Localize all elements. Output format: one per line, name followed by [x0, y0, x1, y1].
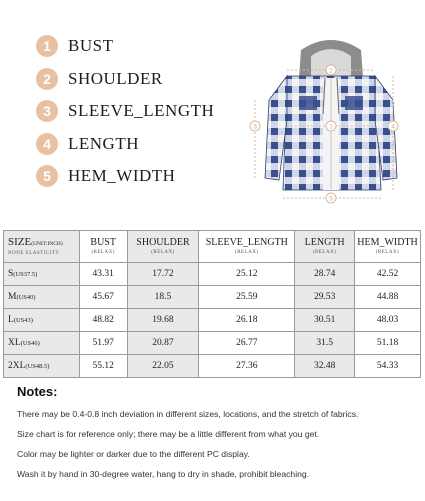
legend-label: LENGTH [68, 133, 139, 153]
size-us: (US37.5) [13, 271, 38, 278]
header-label: LENGTH [304, 236, 345, 248]
legend-item-sleeve-length [36, 95, 236, 128]
legend-label: BUST [68, 36, 114, 56]
size-chart-table [3, 230, 421, 378]
length-cell: 31.5 [295, 332, 355, 355]
header-label: HEM_WIDTH [357, 236, 418, 248]
shoulder-cell: 20.87 [127, 332, 199, 355]
header-shoulder [127, 231, 199, 263]
sleeve-length-cell: 26.18 [199, 309, 295, 332]
shoulder-cell: 19.68 [127, 309, 199, 332]
header-label: SLEEVE_LENGTH [205, 236, 288, 248]
table-row [4, 355, 421, 378]
size-value: S [8, 269, 14, 279]
header-size-unit: (UNIT:INCH) [31, 241, 63, 248]
header-label: BUST [90, 236, 116, 248]
bust-cell: 55.12 [79, 355, 127, 378]
legend-number-badge: 1 [36, 35, 58, 57]
legend-label: HEM_WIDTH [68, 166, 176, 186]
size-cell [4, 263, 80, 286]
header-sub: (RELAX) [312, 250, 337, 256]
marker-label: 1 [329, 123, 333, 131]
hem-width-cell: 48.03 [355, 309, 421, 332]
bust-cell: 51.97 [79, 332, 127, 355]
size-cell [4, 286, 80, 309]
header-sub: (RELAX) [235, 250, 259, 256]
header-sub: (RELAX) [151, 250, 175, 256]
size-us: (US40) [16, 294, 36, 301]
note-line: There may be 0.4-0.8 inch deviation in different sizes, locations, and the stretch of fabrics. [17, 409, 359, 419]
note-line: Wash it by hand in 30-degree water, hang to dry in shade, prohibit bleaching. [17, 469, 310, 479]
notes-section [17, 384, 417, 484]
shoulder-cell: 17.72 [127, 263, 199, 286]
legend-label: SHOULDER [68, 68, 163, 88]
bust-cell: 43.31 [79, 263, 127, 286]
table-row [4, 286, 421, 309]
header-size-note: NONE ELASTICITY [8, 250, 60, 256]
length-cell: 32.48 [295, 355, 355, 378]
header-label: SHOULDER [136, 236, 190, 248]
legend-number-badge: 3 [36, 100, 58, 122]
hem-width-cell: 42.52 [355, 263, 421, 286]
size-value: 2XL [8, 361, 26, 371]
table-header-row [4, 231, 421, 263]
shoulder-cell: 22.05 [127, 355, 199, 378]
sleeve-length-cell: 25.12 [199, 263, 295, 286]
table-row [4, 332, 421, 355]
sleeve-length-cell: 27.36 [199, 355, 295, 378]
header-bust [79, 231, 127, 263]
marker-label: 3 [253, 123, 257, 131]
legend-item-bust [36, 30, 236, 63]
size-us: (US43) [13, 317, 33, 324]
header-sub: (RELAX) [375, 250, 400, 256]
bust-cell: 48.82 [79, 309, 127, 332]
bust-cell: 45.67 [79, 286, 127, 309]
legend-item-length [36, 128, 236, 161]
table-row [4, 263, 421, 286]
note-line: Color may be lighter or darker due to the different PC display. [17, 449, 250, 459]
header-size-label: SIZE [8, 236, 32, 249]
size-cell [4, 332, 80, 355]
size-value: M [8, 292, 17, 302]
sleeve-length-cell: 26.77 [199, 332, 295, 355]
size-cell [4, 355, 80, 378]
marker-label: 2 [329, 67, 333, 75]
legend-number-badge: 5 [36, 165, 58, 187]
hem-width-cell: 44.88 [355, 286, 421, 309]
shoulder-cell: 18.5 [127, 286, 199, 309]
table-row [4, 309, 421, 332]
header-sub: (RELAX) [91, 250, 115, 256]
measurement-legend [36, 30, 236, 193]
size-us: (US46) [20, 340, 40, 347]
garment-illustration [243, 30, 425, 215]
length-cell: 30.51 [295, 309, 355, 332]
marker-label: 4 [391, 123, 395, 131]
header-length [295, 231, 355, 263]
marker-label: 5 [329, 195, 333, 203]
hem-width-cell: 54.33 [355, 355, 421, 378]
note-line: Size chart is for reference only; there may be a little different from what you get. [17, 429, 320, 439]
size-cell [4, 309, 80, 332]
size-value: XL [8, 338, 21, 348]
sleeve-length-cell: 25.59 [199, 286, 295, 309]
hem-width-cell: 51.18 [355, 332, 421, 355]
header-hem-width [355, 231, 421, 263]
hooded-flannel-shirt-image [243, 30, 425, 215]
size-value: L [8, 315, 14, 325]
notes-title: Notes: [17, 384, 58, 399]
length-cell: 29.53 [295, 286, 355, 309]
size-us: (US48.5) [25, 363, 50, 370]
legend-label: SLEEVE_LENGTH [68, 101, 215, 121]
length-cell: 28.74 [295, 263, 355, 286]
header-sleeve-length [199, 231, 295, 263]
legend-number-badge: 2 [36, 68, 58, 90]
header-size [4, 231, 80, 263]
legend-number-badge: 4 [36, 133, 58, 155]
legend-item-shoulder [36, 63, 236, 96]
legend-item-hem-width [36, 160, 236, 193]
